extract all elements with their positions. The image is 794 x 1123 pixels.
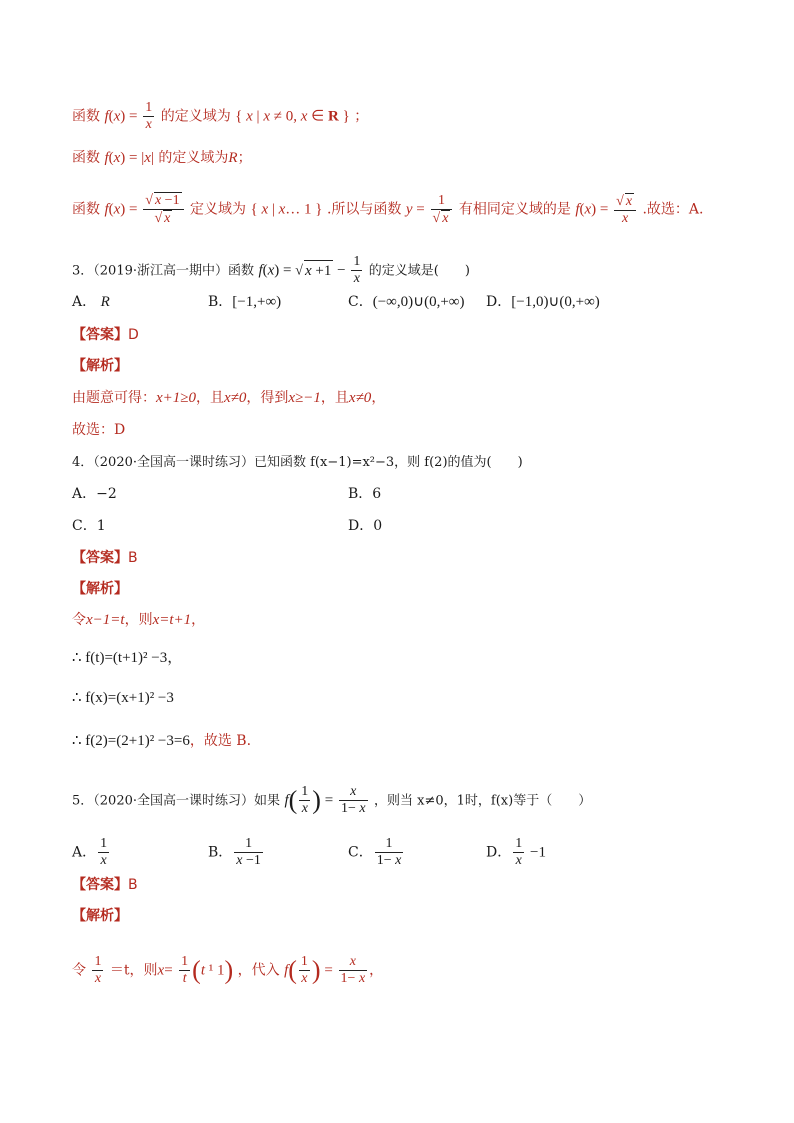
question-tail: 的定义域是( ) [368,263,470,279]
text-mid: 的定义域为 [160,108,231,125]
solution-line-1: 函数 f(x) = $\frac{1}{x}$ 的定义域为 { x | x ≠ 0, x ∈ R } ； [72,100,369,132]
option-D: D．[−1,0)∪(0,+∞) [486,294,600,310]
text-pre: 函数 [72,108,100,125]
text-mid: 定义域为 [190,201,247,218]
question-4: 4．（2020·全国高一课时练习）已知函数 f(x−1)=x²−3，则 f(2)的值为( ) [72,455,523,470]
fraction-sqrtx-over-x: $\frac{√ x}{x}$ [614,193,636,227]
text-mid: 的定义域为 [158,150,229,166]
option-C: C．1 [72,518,106,534]
text-pre: 函数 [72,201,100,218]
answer-4: 【答案】B [72,550,138,566]
fraction-1-over-sqrtx: $\frac{1}{√ x}$ [431,193,453,227]
math-fx: f [104,108,109,125]
answer-3: 【答案】D [72,327,139,343]
text-end: ； [354,108,369,125]
option-B: B．6 [348,486,382,502]
text-end: .故选：A. [642,201,704,218]
answer-5: 【答案】B [72,877,138,893]
text-mid2: .所以与函数 [326,201,402,218]
solution-4-line-1: 令x−1=t，则x=t+1， [72,612,206,628]
analysis-3: 【解析】 [72,358,128,374]
option-B: B．[−1,+∞) [208,294,282,310]
solution-4-line-3: ∴ f(x)=(x+1)² −3 [72,690,174,706]
option-B: B． $\frac{1}{x -1}$ [208,836,261,868]
analysis-4: 【解析】 [72,581,128,597]
option-D: D．0 [348,518,383,534]
fraction-sqrt: $\frac{√ x -1}{√ x}$ [143,192,183,227]
text-mid3: 有相同定义域的是 [458,201,571,218]
option-A: A．−2 [72,486,117,502]
var-R: R [228,150,238,166]
option-A: A． R [72,294,110,310]
option-C: C．(−∞,0)∪(0,+∞) [348,294,465,310]
question-3: 3．（2019·浙江高一期中）函数 f(x) = √ x +1 − $\frac{1}{x}$ 的定义域是( ) [72,254,470,286]
fraction-1-over-x: $\frac{1}{x}$ [145,100,153,132]
text-end: ； [237,150,252,166]
question-5: 5．（2020·全国高一课时练习）如果 f( $\frac{1}{x}$ ) = $\frac{x}{1- x}$ ，则当 x≠0，1时，f(x)等于（ ） [72,784,592,816]
solution-4-line-2: ∴ f(t)=(t+1)² −3， [72,650,183,666]
conclusion-3: 故选：D [72,422,126,438]
solution-5: 令 $\frac{1}{x}$ ＝t，则x= $\frac{1}{t}$ (t ¹ 1) ，代入 f( $\frac{1}{x}$ ) = $\frac{x}{1- x}$ ， [72,954,384,986]
analysis-5: 【解析】 [72,908,128,924]
solution-line-2: 函数 f(x) = |x| 的定义域为R； [72,150,252,166]
solution-3: 由题意可得：x+1≥0，且x≠0，得到x≥−1，且x≠0， [72,390,386,406]
text-pre: 函数 [72,150,100,166]
option-D: D． $\frac{1}{x}$ −1 [486,836,546,868]
solution-line-3: 函数 f(x) = $\frac{√ x -1}{√ x}$ 定义域为 { x | x… 1 } .所以与函数 y = $\frac{1}{√ x}$ 有相同定义域的是 f(x) = $\frac{√ x}{x}$ .故选：A. [72,192,704,226]
domain-set: { x | x ≠ 0, x ∈ R } [235,108,350,125]
solution-4-line-4: ∴ f(2)=(2+1)² −3=6，故选 B. [72,733,252,749]
question-head: 3．（2019·浙江高一期中）函数 [72,263,254,279]
option-C: C． $\frac{1}{1- x}$ [348,836,402,868]
option-A: A． $\frac{1}{x}$ [72,836,108,868]
